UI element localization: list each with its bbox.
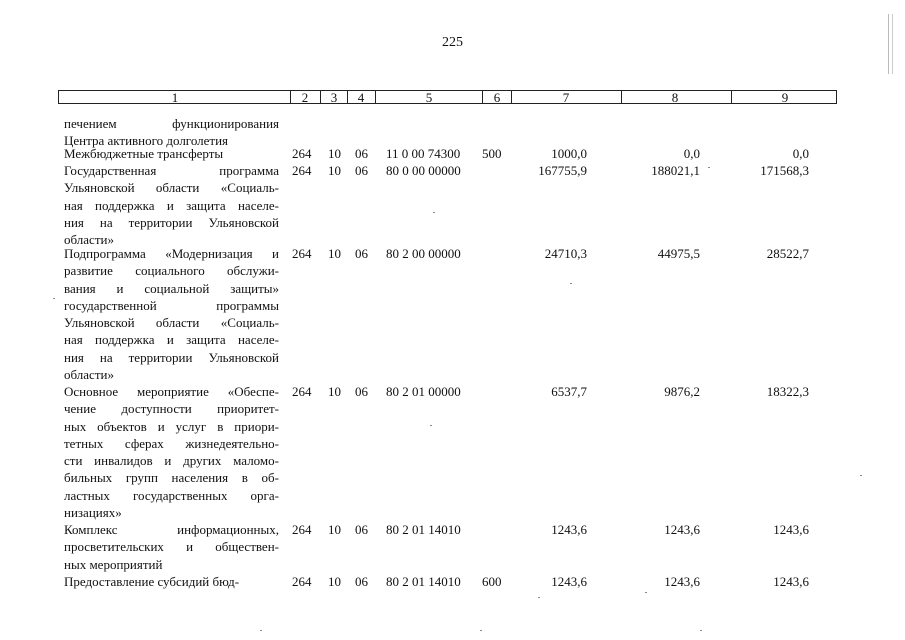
row-name-line: ния на территории Ульяновской	[64, 214, 279, 230]
row-cell-c6: 600	[482, 574, 502, 589]
row-cell-c8: 1243,6	[664, 522, 700, 537]
row-name-line: Государственная программа	[64, 163, 279, 178]
row-name-line: Подпрограмма «Модернизация и	[64, 246, 279, 261]
row-cell-c9: 28522,7	[766, 246, 809, 261]
row-cell-c8: 9876,2	[664, 384, 700, 399]
row-cell-c9: 18322,3	[766, 384, 809, 399]
row-name-line: Комплекс информационных,	[64, 522, 279, 537]
row-name-line: Межбюджетные трансферты	[64, 146, 224, 161]
row-cell-c7: 1000,0	[551, 146, 587, 161]
row-cell-c4: 06	[355, 384, 368, 399]
row-cell-c3: 10	[328, 146, 341, 161]
row-cell-c2: 264	[292, 384, 312, 399]
row-cell-c6: 500	[482, 146, 502, 161]
row-cell-c9: 1243,6	[773, 522, 809, 537]
row-name-cell	[64, 521, 279, 573]
row-name-line: ластных государственных орга-	[64, 487, 279, 503]
row-name-line: области»	[64, 232, 114, 248]
row-cell-c4: 06	[355, 146, 368, 161]
row-name-line: низациях»	[64, 505, 122, 521]
row-cell-c2: 264	[292, 163, 312, 178]
header-col-6: 6	[493, 90, 501, 105]
row-cell-c4: 06	[355, 522, 368, 537]
row-cell-c7: 1243,6	[551, 522, 587, 537]
row-cell-c5: 80 2 00 00000	[386, 246, 461, 261]
header-col-3: 3	[330, 90, 338, 105]
row-cell-c7: 167755,9	[538, 163, 587, 178]
row-name-line: ных объектов и услуг в приори-	[64, 418, 279, 434]
row-cell-c5: 80 2 01 00000	[386, 384, 461, 399]
row-name-line: Ульяновской области «Социаль-	[64, 315, 279, 331]
row-name-cell	[64, 162, 279, 248]
header-col-4: 4	[357, 90, 365, 105]
row-cell-c3: 10	[328, 246, 341, 261]
row-cell-c7: 1243,6	[551, 574, 587, 589]
header-col-1: 1	[171, 90, 179, 105]
row-name-cell	[64, 573, 279, 590]
row-cell-c2: 264	[292, 146, 312, 161]
row-name-line: просветительских и обществен-	[64, 539, 279, 555]
row-name-line: государственной программы	[64, 297, 279, 313]
row-cell-c8: 188021,1	[651, 163, 700, 178]
row-cell-c8: 0,0	[683, 146, 700, 161]
row-name-line: развитие социального обслужи-	[64, 263, 279, 279]
row-cell-c9: 1243,6	[773, 574, 809, 589]
header-col-2: 2	[301, 90, 309, 105]
row-cell-c3: 10	[328, 163, 341, 178]
header-col-5: 5	[425, 90, 433, 105]
row-cell-c5: 11 0 00 74300	[386, 146, 461, 161]
row-name-line: ных мероприятий	[64, 556, 163, 572]
row-cell-c9: 0,0	[792, 146, 809, 161]
row-cell-c5: 80 0 00 00000	[386, 163, 461, 178]
row-cell-c7: 24710,3	[544, 246, 587, 261]
row-name-line: бильных групп населения в об-	[64, 470, 279, 486]
header-col-7: 7	[562, 90, 570, 105]
row-name-line: вания и социальной защиты»	[64, 280, 279, 296]
row-cell-c2: 264	[292, 522, 312, 537]
table-header-row	[58, 90, 837, 104]
row-cell-c4: 06	[355, 246, 368, 261]
row-name-cell	[64, 245, 279, 383]
row-name-cell	[64, 145, 279, 162]
row-cell-c8: 44975,5	[657, 246, 700, 261]
row-cell-c3: 10	[328, 574, 341, 589]
row-cell-c3: 10	[328, 522, 341, 537]
row-name-line: тетных сферах жизнедеятельно-	[64, 435, 279, 451]
row-cell-c3: 10	[328, 384, 341, 399]
row-name-line: ная поддержка и защита населе-	[64, 197, 279, 213]
row-name-line: Основное мероприятие «Обеспе-	[64, 384, 279, 399]
row-cell-c5: 80 2 01 14010	[386, 522, 461, 537]
row-cell-c4: 06	[355, 574, 368, 589]
row-cell-c2: 264	[292, 246, 312, 261]
row-name-line: ная поддержка и защита населе-	[64, 332, 279, 348]
row-cell-c9: 171568,3	[760, 163, 809, 178]
row-name-line: печением функционирования	[64, 116, 279, 131]
page-number: 225	[442, 35, 463, 50]
header-col-8: 8	[671, 90, 679, 105]
row-cell-c4: 06	[355, 163, 368, 178]
row-cell-c5: 80 2 01 14010	[386, 574, 461, 589]
row-name-line: сти инвалидов и других маломо-	[64, 453, 279, 469]
row-name-line: Предоставление субсидий бюд-	[64, 574, 240, 589]
row-name-line: ния на территории Ульяновской	[64, 349, 279, 365]
row-name-line: Ульяновской области «Социаль-	[64, 180, 279, 196]
row-cell-c8: 1243,6	[664, 574, 700, 589]
row-name-cell	[64, 383, 279, 521]
header-col-9: 9	[781, 90, 789, 105]
row-name-line: Центра активного долголетия	[64, 133, 229, 149]
row-cell-c7: 6537,7	[551, 384, 587, 399]
row-name-line: области»	[64, 367, 114, 383]
row-cell-c2: 264	[292, 574, 312, 589]
row-name-line: чение доступности приоритет-	[64, 401, 279, 417]
